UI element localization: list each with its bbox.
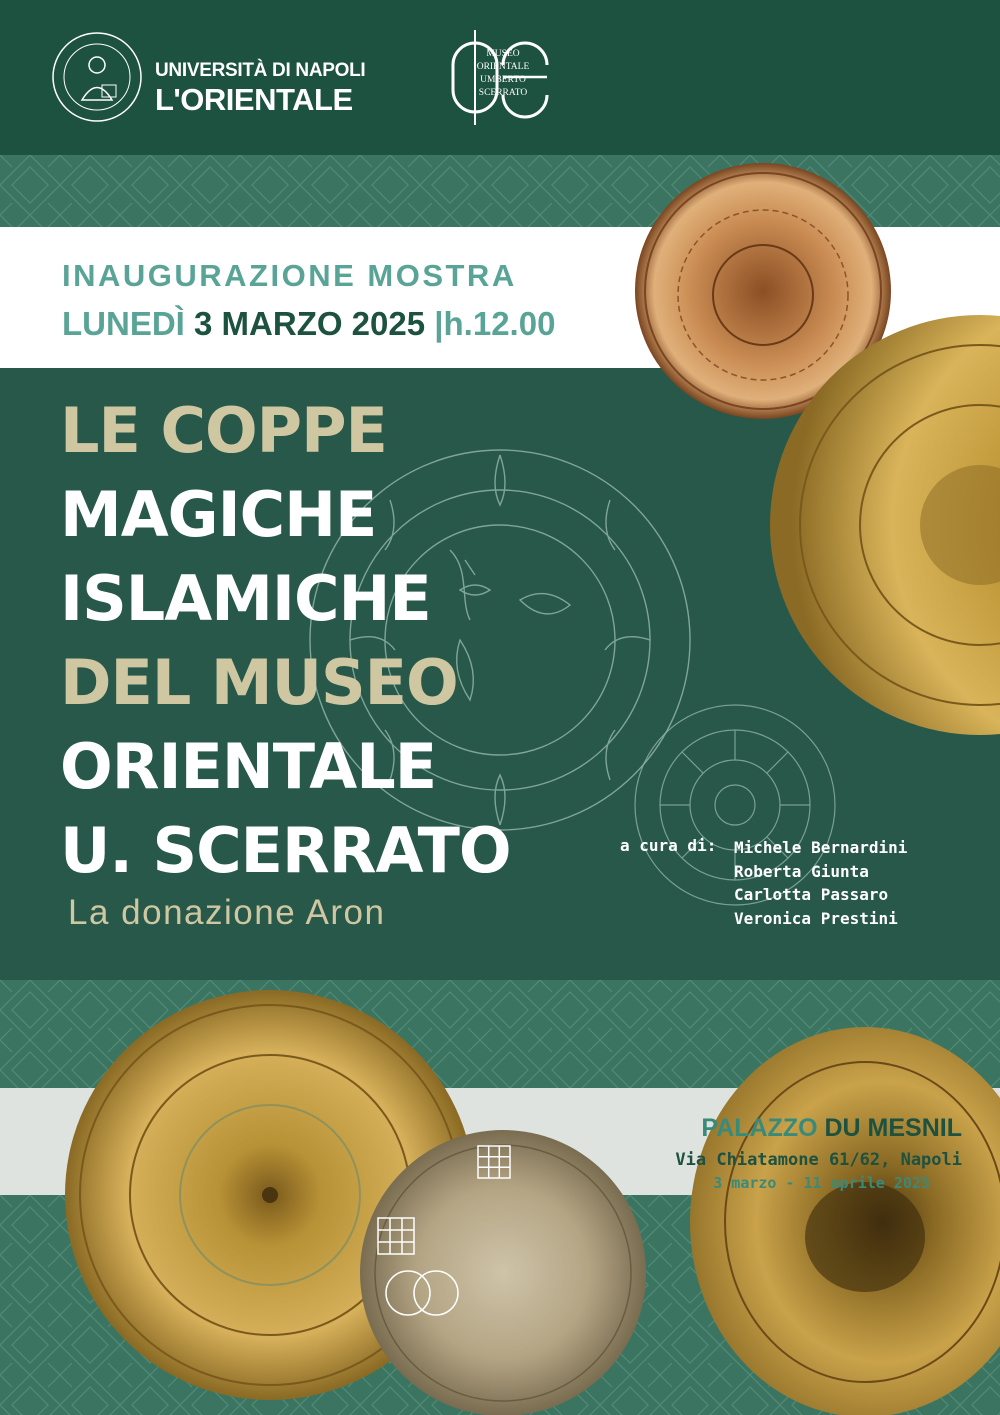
title-line-1: LE COPPE [60,394,387,467]
curator-list [734,836,907,930]
title-line-4: DEL MUSEO [60,646,458,719]
bowl-image-brass-right [765,315,1000,735]
curator-label: a cura di: [620,836,717,855]
university-name-line1: UNIVERSITÀ DI NAPOLI [155,60,366,81]
museum-logo-text-line: ORIENTALE [476,62,530,72]
curator-name: Veronica Prestini [734,908,898,928]
event-day: LUNEDÌ [62,305,185,342]
event-time: h.12.00 [443,305,556,342]
university-seal-logo [50,30,144,124]
curator-name: Roberta Giunta [734,861,869,881]
venue-name-part1: PALAZZO [701,1114,818,1142]
bowl-image-engraved-right [690,1022,1000,1415]
title-line-2: MAGICHE [60,478,377,551]
title-line-3: ISLAMICHE [60,562,431,635]
curator-name: Michele Bernardini [734,838,908,857]
venue-address: Via Chiatamone 61/62, Napoli [675,1150,962,1170]
invite-heading: INAUGURAZIONE MOSTRA [62,258,517,293]
title-line-5: ORIENTALE [60,730,437,803]
event-separator: | [434,305,444,342]
venue-name-part2: DU MESNIL [824,1114,962,1142]
museum-logo-text [473,48,533,100]
subtitle: La donazione Aron [68,893,386,932]
bowl-image-silver [358,1128,648,1415]
venue-name [701,1114,962,1143]
title-line-6: U. SCERRATO [60,814,511,887]
university-name-line2: L'ORIENTALE [155,82,353,117]
museum-logo-text-line: MUSEO [486,49,520,59]
museum-logo-text-line: UMBERTO [480,75,526,85]
curator-name: Carlotta Passaro [734,885,889,904]
museum-logo-text-line: SCERRATO [478,88,528,98]
event-date-line [62,305,555,343]
event-date: 3 MARZO 2025 [194,305,426,342]
exhibition-dates: 3 marzo - 11 aprile 2025 [713,1174,930,1192]
